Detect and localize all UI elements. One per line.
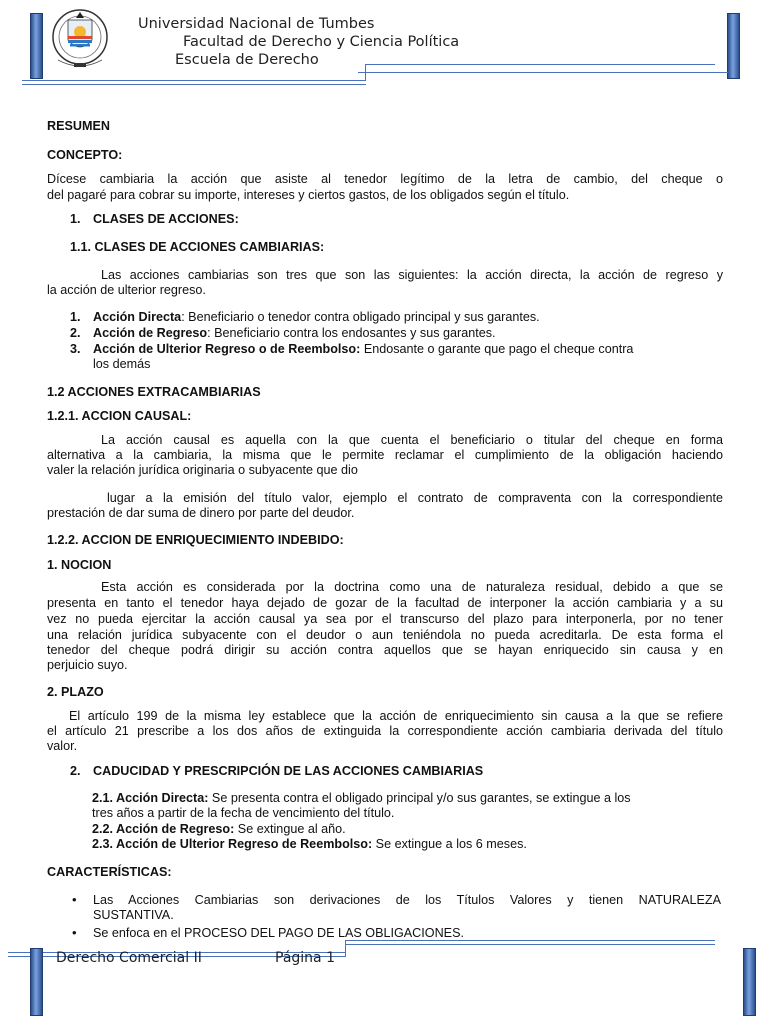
causal-line-1: La acción causal es aquella con la que cuenta el beneficiario o titular del cheque en forma — [101, 433, 723, 447]
bullet-item-1-line-1: Las Acciones Cambiarias son derivaciones de los Títulos Valores y tienen NATURALEZA — [93, 893, 721, 907]
causal-line-2: alternativa a la cambiaria, la misma que le permite reclamar el cumplimiento de la obligación haciendo — [47, 448, 723, 462]
footer-rule-top2 — [345, 944, 715, 945]
causal-p2-line-2: prestación de dar suma de dinero por parte del deudor. — [47, 506, 355, 520]
nocion-line-1: Esta acción es considerada por la doctrina como una de naturaleza residual, debido a que se — [101, 580, 723, 594]
header-rule-top — [365, 64, 715, 65]
concepto-line-1: Dícese cambiaria la acción que asiste al tenedor legítimo de la letra de cambio, del cheque o — [47, 172, 723, 186]
header-rule-bottom2 — [22, 84, 366, 85]
header-school: Escuela de Derecho — [175, 52, 319, 68]
plazo-line-3: valor. — [47, 739, 78, 753]
section-2-3-line: 2.3. Acción de Ulterior Regreso de Reembolso: Se extingue a los 6 meses. — [92, 837, 527, 851]
nocion-line-5: tenedor del cheque podrá dirigir su acción contra aquellos que se hayan enriquecido sin causa y en — [47, 643, 723, 657]
bullet-item-1-line-2: SUSTANTIVA. — [93, 908, 174, 922]
section-2-1-line-1: 2.1. Acción Directa: Se presenta contra el obligado principal y/o sus garantes, se extingue a los — [92, 791, 631, 805]
footer-rule-vertical — [345, 940, 346, 956]
section-1-heading — [70, 212, 720, 228]
causal-line-3: valer la relación jurídica originaria o subyacente que dio — [47, 463, 358, 477]
footer-rule-top — [345, 940, 715, 941]
nocion-heading: 1. NOCION — [47, 558, 112, 572]
caracteristicas-heading: CARACTERÍSTICAS: — [47, 865, 172, 879]
header-left-bar — [30, 13, 43, 79]
header-right-bar — [727, 13, 740, 79]
header-rule-vertical — [365, 64, 366, 80]
section-2-1-line-2: tres años a partir de la fecha de vencimiento del título. — [92, 806, 395, 820]
plazo-heading: 2. PLAZO — [47, 685, 104, 699]
header-university: Universidad Nacional de Tumbes — [138, 16, 375, 32]
plazo-line-1: El artículo 199 de la misma ley establece que la acción de enriquecimiento sin causa a la que se refiere — [69, 709, 723, 723]
section-2-2-line: 2.2. Acción de Regreso: Se extingue al año. — [92, 822, 346, 836]
university-seal-logo — [50, 6, 110, 72]
nocion-line-3: vez no pueda ejercitar la acción causal ya sea por el transcurso del plazo para interponerla, por no tener — [47, 612, 723, 626]
section-1-1-line-2: la acción de ulterior regreso. — [47, 283, 206, 297]
footer-course: Derecho Comercial II — [56, 950, 202, 966]
list-item-continuation: los demás — [93, 357, 151, 371]
bullet-dot: • — [72, 892, 77, 907]
list-item: 3. Acción de Ulterior Regreso o de Reembolso: Endosante o garante que pago el cheque contra — [70, 342, 634, 356]
plazo-line-2: el artículo 21 prescribe a los dos años de extinguida la correspondiente acción cambiaria derivada del título — [47, 724, 723, 738]
footer-right-bar — [743, 948, 756, 1016]
nocion-line-6: perjuicio suyo. — [47, 658, 128, 672]
footer-left-bar — [30, 948, 43, 1016]
concepto-heading: CONCEPTO: — [47, 148, 123, 162]
section-1-2-2-heading: 1.2.2. ACCION DE ENRIQUECIMIENTO INDEBIDO: — [47, 533, 344, 547]
section-1-1-heading: 1.1. CLASES DE ACCIONES CAMBIARIAS: — [70, 240, 325, 254]
header-faculty: Facultad de Derecho y Ciencia Política — [183, 34, 460, 50]
section-2-number: 2. — [70, 764, 81, 778]
section-2-title: CADUCIDAD Y PRESCRIPCIÓN DE LAS ACCIONES CAMBIARIAS — [93, 764, 484, 778]
bullet-item-2-line-1: Se enfoca en el PROCESO DEL PAGO DE LAS OBLIGACIONES. — [93, 926, 464, 940]
resumen-heading: RESUMEN — [47, 119, 110, 133]
section-2-heading — [70, 764, 720, 780]
bullet-dot: • — [72, 925, 77, 940]
section-1-title: CLASES DE ACCIONES: — [93, 212, 239, 226]
concepto-line-2: del pagaré para cobrar su importe, intereses y ciertos gastos, de los obligados según el título. — [47, 188, 570, 202]
list-item: 2. Acción de Regreso: Beneficiario contra los endosantes y sus garantes. — [70, 326, 496, 340]
list-item: 1. Acción Directa: Beneficiario o tenedor contra obligado principal y sus garantes. — [70, 310, 540, 324]
section-1-1-line-1: Las acciones cambiarias son tres que son las siguientes: la acción directa, la acción de regreso y — [101, 268, 723, 282]
causal-p2-line-1: lugar a la emisión del título valor, ejemplo el contrato de compraventa con la correspondiente — [107, 491, 723, 505]
section-1-2-1-heading: 1.2.1. ACCION CAUSAL: — [47, 409, 192, 423]
header-rule-mid — [358, 72, 728, 73]
nocion-line-4: una relación jurídica subyacente con el deudor o aun teniéndola no pueda acreditarla. De esta forma el — [47, 628, 723, 642]
header-rule-bottom — [22, 80, 366, 81]
section-1-2-heading: 1.2 ACCIONES EXTRACAMBIARIAS — [47, 385, 261, 399]
section-1-number: 1. — [70, 212, 81, 226]
footer-page-number: Página 1 — [275, 950, 335, 966]
nocion-line-2: presenta en tanto el tenedor haya dejado de gozar de la facultad de interponer la acción cambiaria y a su — [47, 596, 723, 610]
